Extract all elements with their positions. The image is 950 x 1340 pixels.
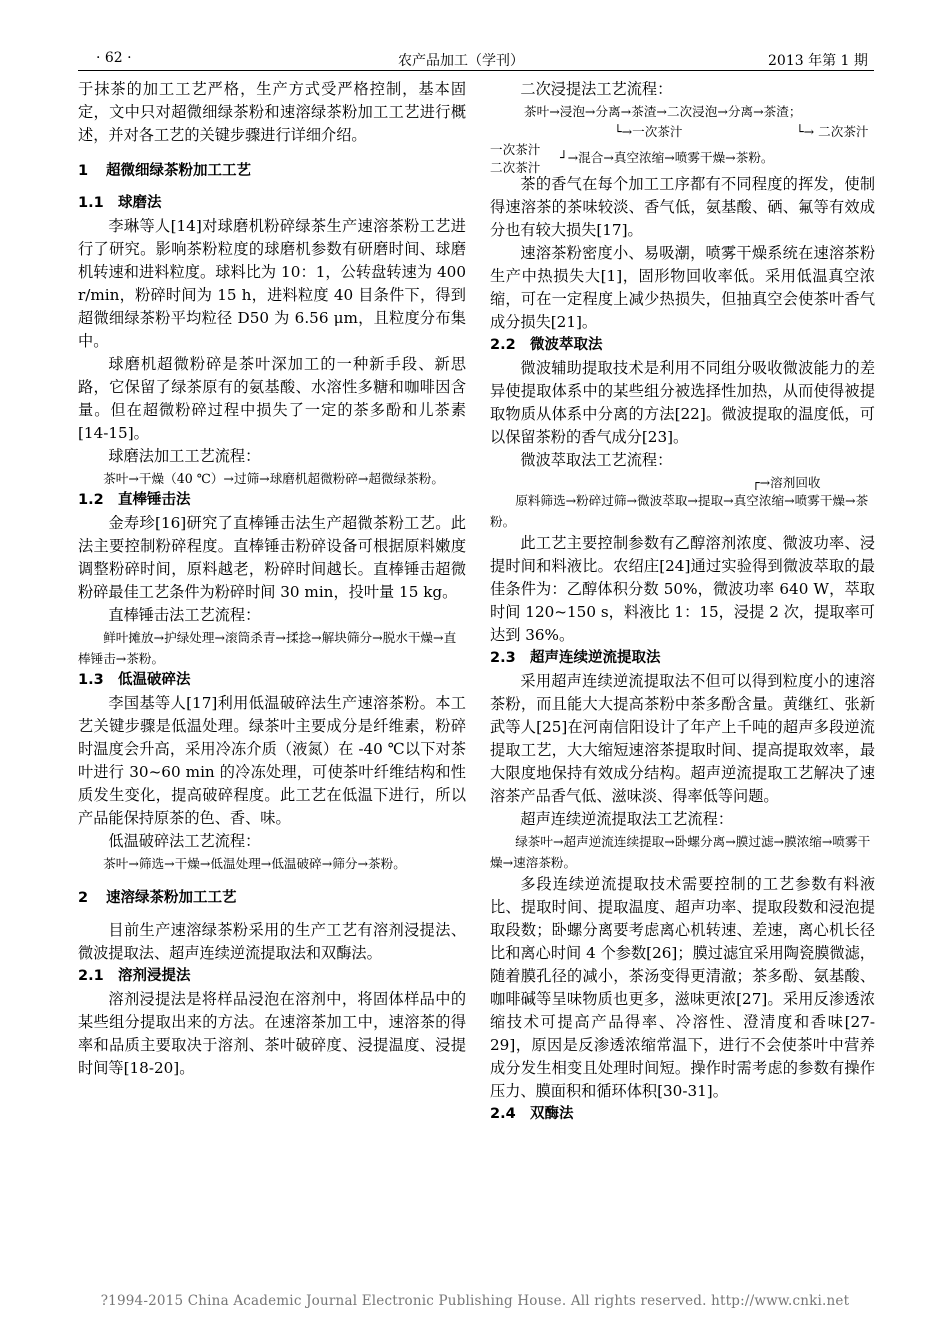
section-1-heading <box>78 160 466 183</box>
flow-title: 超声连续逆流提取法工艺流程： <box>520 810 734 828</box>
section-1-2-heading <box>78 489 466 512</box>
section-number: 2.3 <box>490 650 516 666</box>
flow-branch: ┌→溶剂回收 <box>752 475 821 490</box>
paragraph: 金寿珍[16]研究了直棒锤击法生产超微茶粉工艺。此法主要控制粉碎程度。直棒锤击粉碎设备可根据原料嫩度调整粉碎时间，原料越老，粉碎时间越长。直棒锤击超微粉碎最佳工艺条件为粉碎时间 30 min，投叶量 15 kg。 <box>78 514 466 601</box>
section-number: 2.2 <box>490 337 516 353</box>
section-2-4-heading <box>490 1103 875 1126</box>
flow-input: 二次茶汁 <box>490 160 541 175</box>
page-number: · 62 · <box>96 50 132 66</box>
section-number: 1 <box>78 163 89 179</box>
paragraph: 微波辅助提取技术是利用不同组分吸收微波能力的差异使提取体系中的某些组分被选择性加热，从而使得被提取物质从体系中分离的方法[22]。微波提取的温度低，可以保留茶粉的香气成分[23]。 <box>490 359 875 446</box>
section-title: 速溶绿茶粉加工工艺 <box>106 890 237 906</box>
journal-name: 农产品加工（学刊） <box>398 53 524 69</box>
right-column <box>490 78 875 1126</box>
flow-merge: ┘→混合→真空浓缩→喷雾干燥→茶粉。 <box>560 150 774 165</box>
section-number: 2.4 <box>490 1106 516 1122</box>
paragraph: 李琳等人[14]对球磨机粉碎绿茶生产速溶茶粉工艺进行了研究。影响茶粉粒度的球磨机参数有研磨时间、球磨机转速和进料粒度。球料比为 10：1，公转盘转速为 400 r/min，粉碎时间为 15 h，进料粒度 40 目条件下，得到超微细绿茶粉平均粒径 D50 为 6.56 μm，且粒度分布集中。 <box>78 217 466 350</box>
section-2-3-heading <box>490 647 875 670</box>
process-flow: 茶叶→干燥（40 ℃）→过筛→球磨机超微粉碎→超微绿茶粉。 <box>103 471 444 486</box>
section-2-heading <box>78 887 466 910</box>
paragraph: 目前生产速溶绿茶粉采用的生产工艺有溶剂浸提法、微波提取法、超声连续逆流提取法和双酶法。 <box>78 921 466 962</box>
section-number: 1.3 <box>78 672 104 688</box>
section-title: 超微细绿茶粉加工工艺 <box>106 163 251 179</box>
extraction-flow-diagram <box>490 101 875 173</box>
section-number: 1.2 <box>78 492 104 508</box>
section-title: 球磨法 <box>118 195 162 211</box>
paragraph: 采用超声连续逆流提取法不但可以得到粒度小的速溶茶粉，而且能大大提高茶粉中茶多酚含量。黄继红、张新武等人[25]在河南信阳设计了年产上千吨的超声多段逆流提取工艺，大大缩短速溶茶提取时间、提高提取效率，最大限度地保持有效成分结构。超声逆流提取工艺解决了速溶茶产品香气低、滋味淡、得率低等问题。 <box>490 672 875 805</box>
section-number: 2 <box>78 890 89 906</box>
paragraph: 李国基等人[17]利用低温破碎法生产速溶茶粉。本工艺关键步骤是低温处理。绿茶叶主要成分是纤维素，粉碎时温度会升高，采用冷冻介质（液氮）在 -40 ℃以下对茶叶进行 30~60 min 的冷冻处理，可使茶叶纤维结构和性质发生变化，提高破碎程度。此工艺在低温下进行，所以产品能保持原茶的色、香、味。 <box>78 694 466 827</box>
section-1-3-heading <box>78 669 466 692</box>
flow-input: 一次茶汁 <box>490 142 541 157</box>
paragraph: 球磨机超微粉碎是茶叶深加工的一种新手段、新思路，它保留了绿茶原有的氨基酸、水溶性多糖和咖啡因含量。但在超微粉碎过程中损失了一定的茶多酚和儿茶素[14-15]。 <box>78 355 466 442</box>
section-number: 2.1 <box>78 968 104 984</box>
left-column <box>78 78 466 1080</box>
section-title: 双酶法 <box>530 1106 574 1122</box>
header-rule <box>78 70 874 71</box>
process-flow: 绿茶叶→超声逆流连续提取→卧螺分离→膜过滤→膜浓缩→喷雾干燥→速溶茶粉。 <box>490 834 871 870</box>
paragraph: 速溶茶粉密度小、易吸潮，喷雾干燥系统在速溶茶粉生产中热损失大[1]，固形物回收率低。采用低温真空浓缩，可在一定程度上减少热损失，但抽真空会使茶叶香气成分损失[21]。 <box>490 244 875 331</box>
section-title: 超声连续逆流提取法 <box>530 650 661 666</box>
paragraph: 茶的香气在每个加工工序都有不同程度的挥发，使制得速溶茶的茶味较淡、香气低，氨基酸、硒、氟等有效成分也有较大损失[17]。 <box>490 175 875 239</box>
issue-label: 2013 年第 1 期 <box>768 53 868 69</box>
flow-branch: └→一次茶汁 <box>614 124 683 139</box>
section-title: 溶剂浸提法 <box>118 968 191 984</box>
flow-title: 微波萃取法工艺流程： <box>520 451 673 469</box>
intro-paragraph: 于抹茶的加工工艺严格，生产方式受严格控制，基本固定，文中只对超微细绿茶粉和速溶绿茶粉加工工艺进行概述，并对各工艺的关键步骤进行详细介绍。 <box>78 80 466 144</box>
section-2-1-heading <box>78 965 466 988</box>
flow-title: 直棒锤击法工艺流程： <box>108 606 261 624</box>
microwave-flow-branch <box>490 472 875 490</box>
section-number: 1.1 <box>78 195 104 211</box>
process-flow: 茶叶→筛选→干燥→低温处理→低温破碎→筛分→茶粉。 <box>103 856 406 871</box>
copyright-footer: ?1994-2015 China Academic Journal Electronic Publishing House. All rights reserved. http://www.cnki.net <box>100 1293 850 1309</box>
paragraph: 多段连续逆流提取技术需要控制的工艺参数有料液比、提取时间、提取温度、超声功率、提取段数和浸泡提取段数；卧螺分离要考虑离心机转速、差速，离心机长径比和离心时间 4 个参数[26]；膜过滤宜采用陶瓷膜微滤，随着膜孔径的减小，茶汤变得更清澈；茶多酚、氨基酸、咖啡碱等呈味物质也更多，滋味更浓[27]。采用反渗透浓缩技术可提高产品得率、冷溶性、澄清度和香味[27-29]，原因是反渗透浓缩常温下，进行不会使茶叶中营养成分发生相变且处理时间短。操作时需考虑的参数有操作压力、膜面积和循环体积[30-31]。 <box>490 875 875 1100</box>
section-2-2-heading <box>490 334 875 357</box>
paragraph: 此工艺主要控制参数有乙醇溶剂浓度、微波功率、浸提时间和料液比。农绍庄[24]通过实验得到微波萃取的最佳条件为：乙醇体积分数 50%，微波功率 640 W，萃取时间 120~150 s，料液比 1：15，浸提 2 次，提取率可达到 36%。 <box>490 534 875 644</box>
flow-title: 球磨法加工工艺流程： <box>108 447 261 465</box>
process-flow: 原料筛选→粉碎过筛→微波萃取→提取→真空浓缩→喷雾干燥→茶粉。 <box>490 493 869 529</box>
flow-branch: └→ 二次茶汁 <box>796 124 869 139</box>
flow-title: 二次浸提法工艺流程： <box>520 80 673 98</box>
section-1-1-heading <box>78 192 466 215</box>
flow-title: 低温破碎法工艺流程： <box>108 832 261 850</box>
section-title: 直棒锤击法 <box>118 492 191 508</box>
paragraph: 溶剂浸提法是将样品浸泡在溶剂中，将固体样品中的某些组分提取出来的方法。在速溶茶加工中，速溶茶的得率和品质主要取决于溶剂、茶叶破碎度、浸提温度、浸提时间等[18-20]。 <box>78 990 466 1077</box>
flow-line: 茶叶→浸泡→分离→茶渣→二次浸泡→分离→茶渣； <box>524 104 802 119</box>
section-title: 低温破碎法 <box>118 672 191 688</box>
section-title: 微波萃取法 <box>530 337 603 353</box>
process-flow: 鲜叶摊放→护绿处理→滚筒杀青→揉捻→解块筛分→脱水干燥→直棒锤击→茶粉。 <box>78 630 457 666</box>
